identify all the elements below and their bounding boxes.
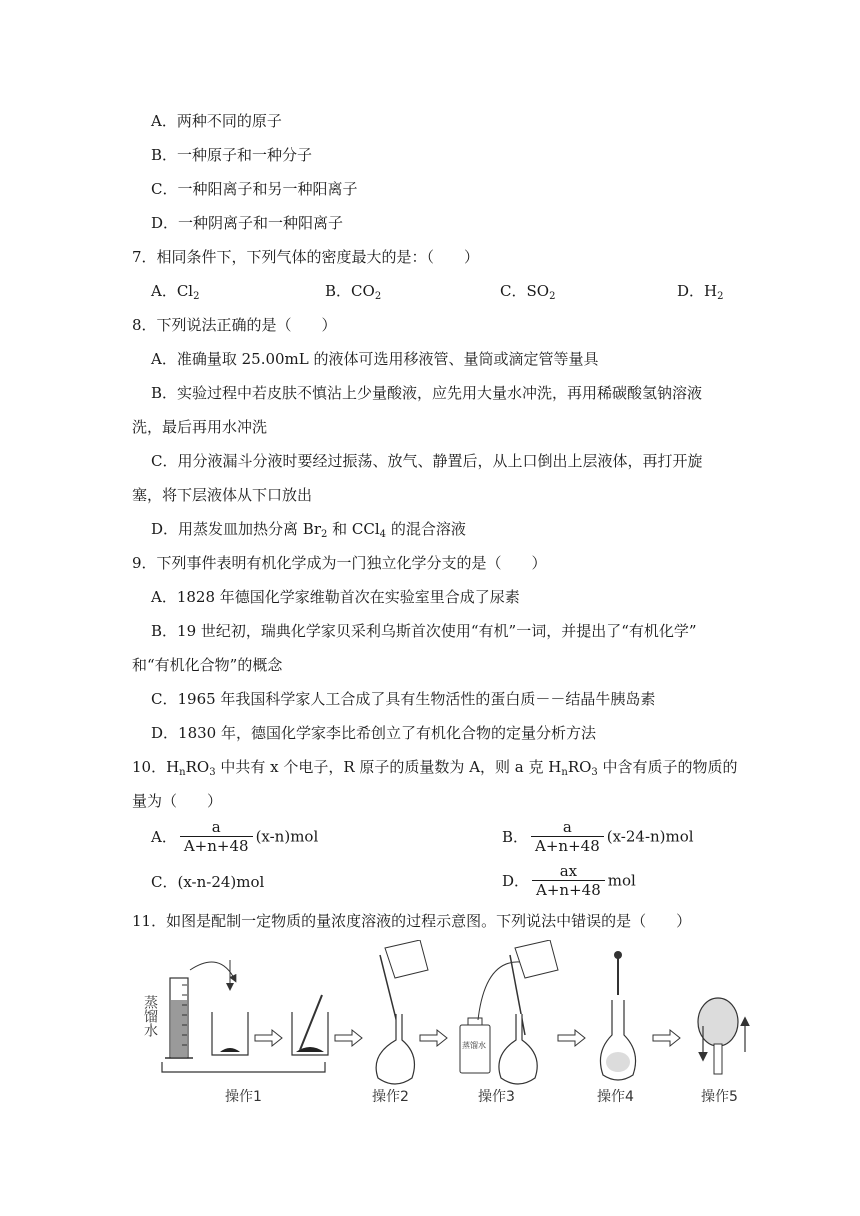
volumetric-flask-step4 <box>600 951 635 1080</box>
q8-stem: 8．下列说法正确的是（ ） <box>132 316 337 334</box>
step-label-2: 操作2 <box>372 1089 409 1105</box>
q7-option-c: C．$SO_2$ <box>500 282 556 302</box>
q6-option-d: D．一种阴离子和一种阳离子 <box>151 214 344 232</box>
q9-option-c: C．1965 年我国科学家人工合成了具有生物活性的蛋白质－－结晶牛胰岛素 <box>151 690 656 708</box>
transfer-arrow <box>478 962 520 1020</box>
q8-option-b-line1: B．实验过程中若皮肤不慎沾上少量酸液，应先用大量水冲洗，再用稀碳酸氢钠溶液 <box>151 384 703 402</box>
q6-option-c: C．一种阳离子和另一种阳离子 <box>151 180 358 198</box>
q10-option-b: B． $\frac{a}{A+n+48}$ (x-24-n)mol <box>502 818 694 855</box>
q10-option-c: C．(x-n-24)mol <box>151 873 265 891</box>
q8-option-c-line2: 塞，将下层液体从下口放出 <box>132 486 313 504</box>
q8-option-c-line1: C．用分液漏斗分液时要经过振荡、放气、静置后，从上口倒出上层液体，再打开旋 <box>151 452 703 470</box>
q7-stem: 7．相同条件下，下列气体的密度最大的是：（ ） <box>132 248 480 266</box>
q8-option-b-line2: 洗，最后再用水冲洗 <box>132 418 268 436</box>
step1-bracket <box>162 1062 325 1072</box>
step-label-5: 操作5 <box>701 1089 738 1105</box>
step-label-1: 操作1 <box>225 1089 262 1105</box>
q10-option-a-fraction: $\frac{a}{A+n+48}$ <box>180 818 253 855</box>
q6-option-a: A．两种不同的原子 <box>151 112 282 130</box>
q10-stem-line1: 10．$H_nRO_3$ 中共有 x 个电子，R 原子的质量数为 A，则 a 克 $H_nRO_3$ 中含有质子的物质的 <box>132 758 738 778</box>
q11-stem: 11．如图是配制一定物质的量浓度溶液的过程示意图。下列说法中错误的是（ ） <box>132 912 692 930</box>
q9-option-d: D．1830 年，德国化学家李比希创立了有机化合物的定量分析方法 <box>151 724 596 742</box>
step-label-3: 操作3 <box>478 1089 515 1105</box>
arrow-3 <box>420 1030 447 1046</box>
beaker-stirring <box>292 995 328 1055</box>
arrow-2 <box>335 1030 362 1046</box>
q10-option-d-fraction: $\frac{ax}{A+n+48}$ <box>532 862 605 899</box>
arrow-1 <box>255 1030 282 1046</box>
distilled-water-label: 蒸馏水 <box>142 995 158 1037</box>
q10-option-b-fraction: $\frac{a}{A+n+48}$ <box>531 818 604 855</box>
q9-stem: 9．下列事件表明有机化学成为一门独立化学分支的是（ ） <box>132 554 547 572</box>
q9-option-b-line1: B．19 世纪初，瑞典化学家贝采利乌斯首次使用“有机”一词，并提出了“有机化学” <box>151 622 697 640</box>
q8-option-a: A．准确量取 25.00mL 的液体可选用移液管、量筒或滴定管等量具 <box>151 350 599 368</box>
q10-option-d: D． $\frac{ax}{A+n+48}$ mol <box>502 862 636 899</box>
beaker-with-solid <box>212 1012 248 1055</box>
inverted-flask-step5 <box>698 998 745 1074</box>
pour-arrow <box>190 962 235 980</box>
arrow-5 <box>653 1030 680 1046</box>
solution-preparation-diagram <box>0 940 860 1140</box>
bottle-label: 蒸馏水 <box>462 1041 486 1050</box>
volumetric-flask-step3 <box>499 940 558 1084</box>
q7-option-b: B．$CO_2$ <box>325 282 382 302</box>
q6-option-b: B．一种原子和一种分子 <box>151 146 313 164</box>
volumetric-flask-step2 <box>376 940 428 1084</box>
arrow-4 <box>558 1030 585 1046</box>
q7-option-d: D．$H_2$ <box>677 282 724 302</box>
q10-option-a: A． $\frac{a}{A+n+48}$ (x-n)mol <box>151 818 319 855</box>
graduated-cylinder <box>165 978 193 1058</box>
q9-option-b-line2: 和“有机化合物”的概念 <box>132 656 283 674</box>
q7-option-a: A．$Cl_2$ <box>151 282 200 302</box>
step-label-4: 操作4 <box>597 1089 634 1105</box>
q10-stem-line2: 量为（ ） <box>132 792 223 810</box>
q9-option-a: A．1828 年德国化学家维勒首次在实验室里合成了尿素 <box>151 588 520 606</box>
q8-option-d: D．用蒸发皿加热分离 $Br_2$ 和 CCl$_4$ 的混合溶液 <box>151 520 466 540</box>
